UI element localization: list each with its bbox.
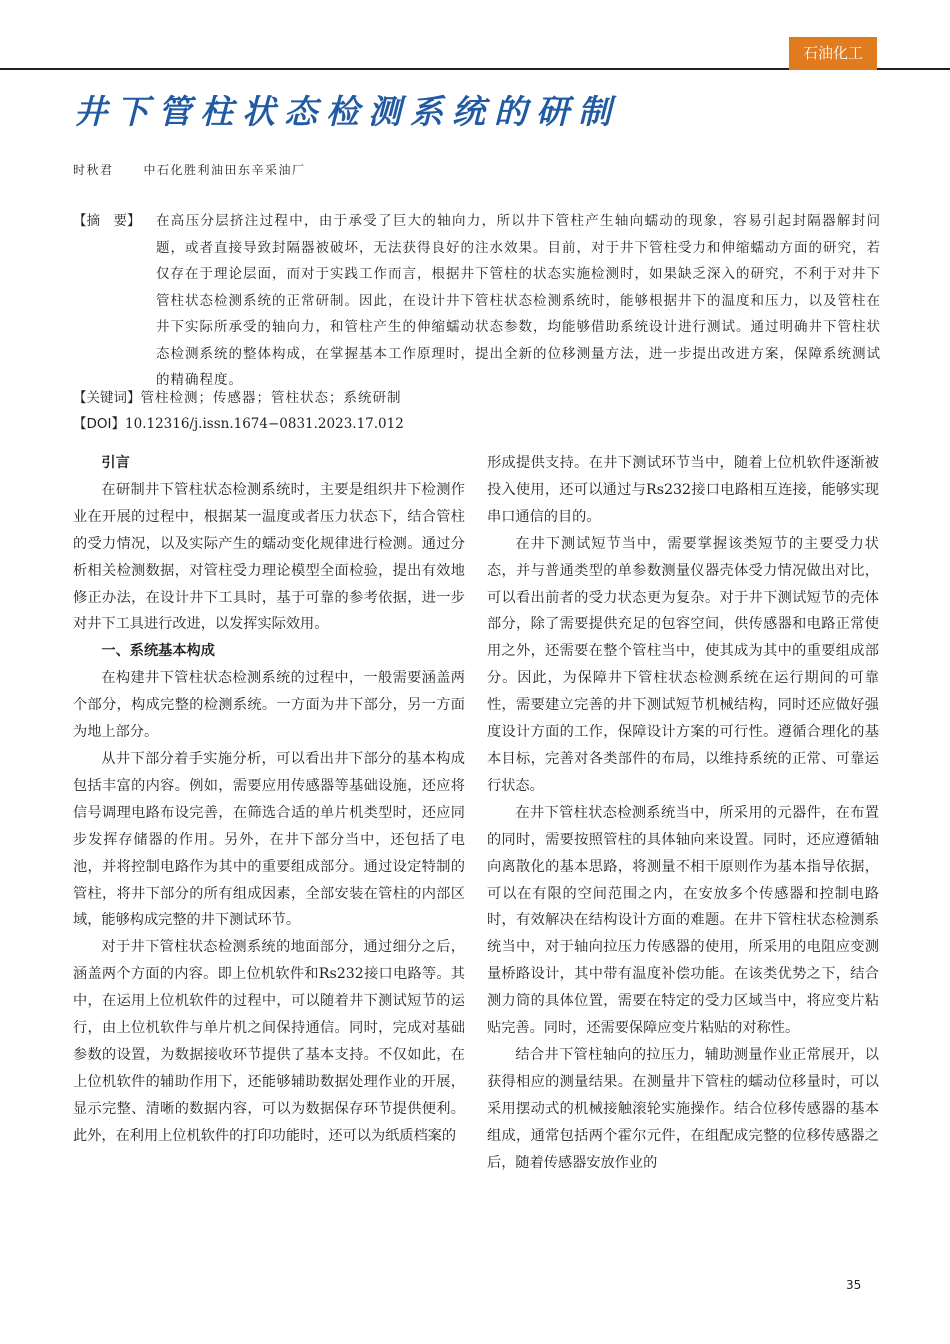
continued-paragraph: 形成提供支持。在井下测试环节当中，随着上位机软件逐渐被投入使用，还可以通过与Rs232接口电路相互连接，能够实现串口通信的目的。 — [487, 455, 879, 525]
doi-text: 10.12316/j.issn.1674−0831.2023.17.012 — [125, 416, 404, 432]
section-tag: 石油化工 — [789, 37, 877, 70]
author-affiliation: 中石化胜利油田东辛采油厂 — [143, 163, 306, 177]
keywords-text: 管柱检测；传感器；管柱状态；系统研制 — [140, 390, 402, 406]
right-paragraph-2: 在井下管柱状态检测系统当中，所采用的元器件，在布置的同时，需要按照管柱的具体轴向来设置。同时，还应遵循轴向离散化的基本思路，将测量不相干原则作为基本指导依据，可以在有限的空间范围之内，在安放多个传感器和控制电路时，有效解决在结构设计方面的难题。在井下管柱状态检测系统当中，对于轴向拉压力传感器的使用，所采用的电阻应变测量桥路设计，其中带有温度补偿功能。在该类优势之下，结合测力筒的具体位置，需要在特定的受力区域当中，将应变片粘贴完善。同时，还需要保障应变片粘贴的对称性。 — [487, 804, 879, 1037]
doi — [73, 412, 404, 432]
author-line — [73, 161, 306, 178]
section1-paragraph-1: 在构建井下管柱状态检测系统的过程中，一般需要涵盖两个部分，构成完整的检测系统。一方面为井下部分，另一方面为地上部分。 — [73, 670, 465, 741]
intro-paragraph: 在研制井下管柱状态检测系统时，主要是组织井下检测作业在开展的过程中，根据某一温度或者压力状态下，结合管柱的受力情况，以及实际产生的蠕动变化规律进行检测。通过分析相关检测数据，对管柱受力理论模型全面检验，提出有效地修正办法，在设计井下工具时，基于可靠的参考依据，进一步对井下工具进行改进，以发挥实际效用。 — [73, 481, 465, 633]
keywords-label: 【关键词】 — [73, 390, 141, 406]
section1-heading: 一、系统基本构成 — [101, 643, 215, 660]
abstract — [73, 208, 881, 394]
abstract-label: 【摘 要】 — [73, 213, 141, 229]
author-name: 时秋君 — [73, 163, 114, 177]
keywords — [73, 386, 402, 406]
abstract-text: 在高压分层挤注过程中，由于承受了巨大的轴向力，所以井下管柱产生轴向蠕动的现象，容易引起封隔器解封问题，或者直接导致封隔器被破坏，无法获得良好的注水效果。目前，对于井下管柱受力和伸缩蠕动方面的研究，若仅存在于理论层面，而对于实践工作而言，根据井下管柱的状态实施检测时，如果缺乏深入的研究，不利于对井下管柱状态检测系统的正常研制。因此，在设计井下管柱状态检测系统时，能够根据井下的温度和压力，以及管柱在井下实际所承受的轴向力，和管柱产生的伸缩蠕动状态参数，均能够借助系统设计进行测试。通过明确井下管柱状态检测系统的整体构成，在掌握基本工作原理时，提出全新的位移测量方法，进一步提出改进方案，保障系统测试的精确程度。 — [156, 213, 881, 388]
body-column-left — [73, 450, 465, 1150]
intro-heading: 引言 — [101, 455, 130, 471]
article-title: 井下管柱状态检测系统的研制 — [74, 92, 620, 131]
page-number: 35 — [846, 1278, 862, 1292]
section1-paragraph-3: 对于井下管柱状态检测系统的地面部分，通过细分之后，涵盖两个方面的内容。即上位机软件和Rs232接口电路等。其中，在运用上位机软件的过程中，可以随着井下测试短节的运行，由上位机软件与单片机之间保持通信。同时，完成对基础参数的设置，为数据接收环节提供了基本支持。不仅如此，在上位机软件的辅助作用下，还能够辅助数据处理作业的开展，显示完整、清晰的数据内容，可以为数据保存环节提供便利。此外，在利用上位机软件的打印功能时，还可以为纸质档案的 — [73, 939, 465, 1144]
section1-paragraph-2: 从井下部分着手实施分析，可以看出井下部分的基本构成包括丰富的内容。例如，需要应用传感器等基础设施，还应将信号调理电路布设完善，在筛选合适的单片机类型时，还应同步发挥存储器的作用。另外，在井下部分当中，还包括了电池，并将控制电路作为其中的重要组成部分。通过设定特制的管柱，将井下部分的所有组成因素，全部安装在管柱的内部区域，能够构成完整的井下测试环节。 — [73, 750, 465, 929]
body-column-right — [487, 450, 879, 1176]
right-paragraph-3: 结合井下管柱轴向的拉压力，辅助测量作业正常展开，以获得相应的测量结果。在测量井下管柱的蠕动位移量时，可以采用摆动式的机械接触滚轮实施操作。结合位移传感器的基本组成，通常包括两个霍尔元件，在组配成完整的位移传感器之后，随着传感器安放作业的 — [487, 1046, 879, 1171]
doi-label: 【DOI】 — [73, 416, 126, 432]
right-paragraph-1: 在井下测试短节当中，需要掌握该类短节的主要受力状态，并与普通类型的单参数测量仪器壳体受力情况做出对比，可以看出前者的受力状态更为复杂。对于井下测试短节的壳体部分，除了需要提供充足的包容空间，供传感器和电路正常使用之外，还需要在整个管柱当中，使其成为其中的重要组成部分。因此，为保障井下管柱状态检测系统在运行期间的可靠性，需要建立完善的井下测试短节机械结构，同时还应做好强度设计方面的工作，保障设计方案的可行性。遵循合理化的基本目标，完善对各类部件的布局，以维持系统的正常、可靠运行状态。 — [487, 535, 879, 794]
